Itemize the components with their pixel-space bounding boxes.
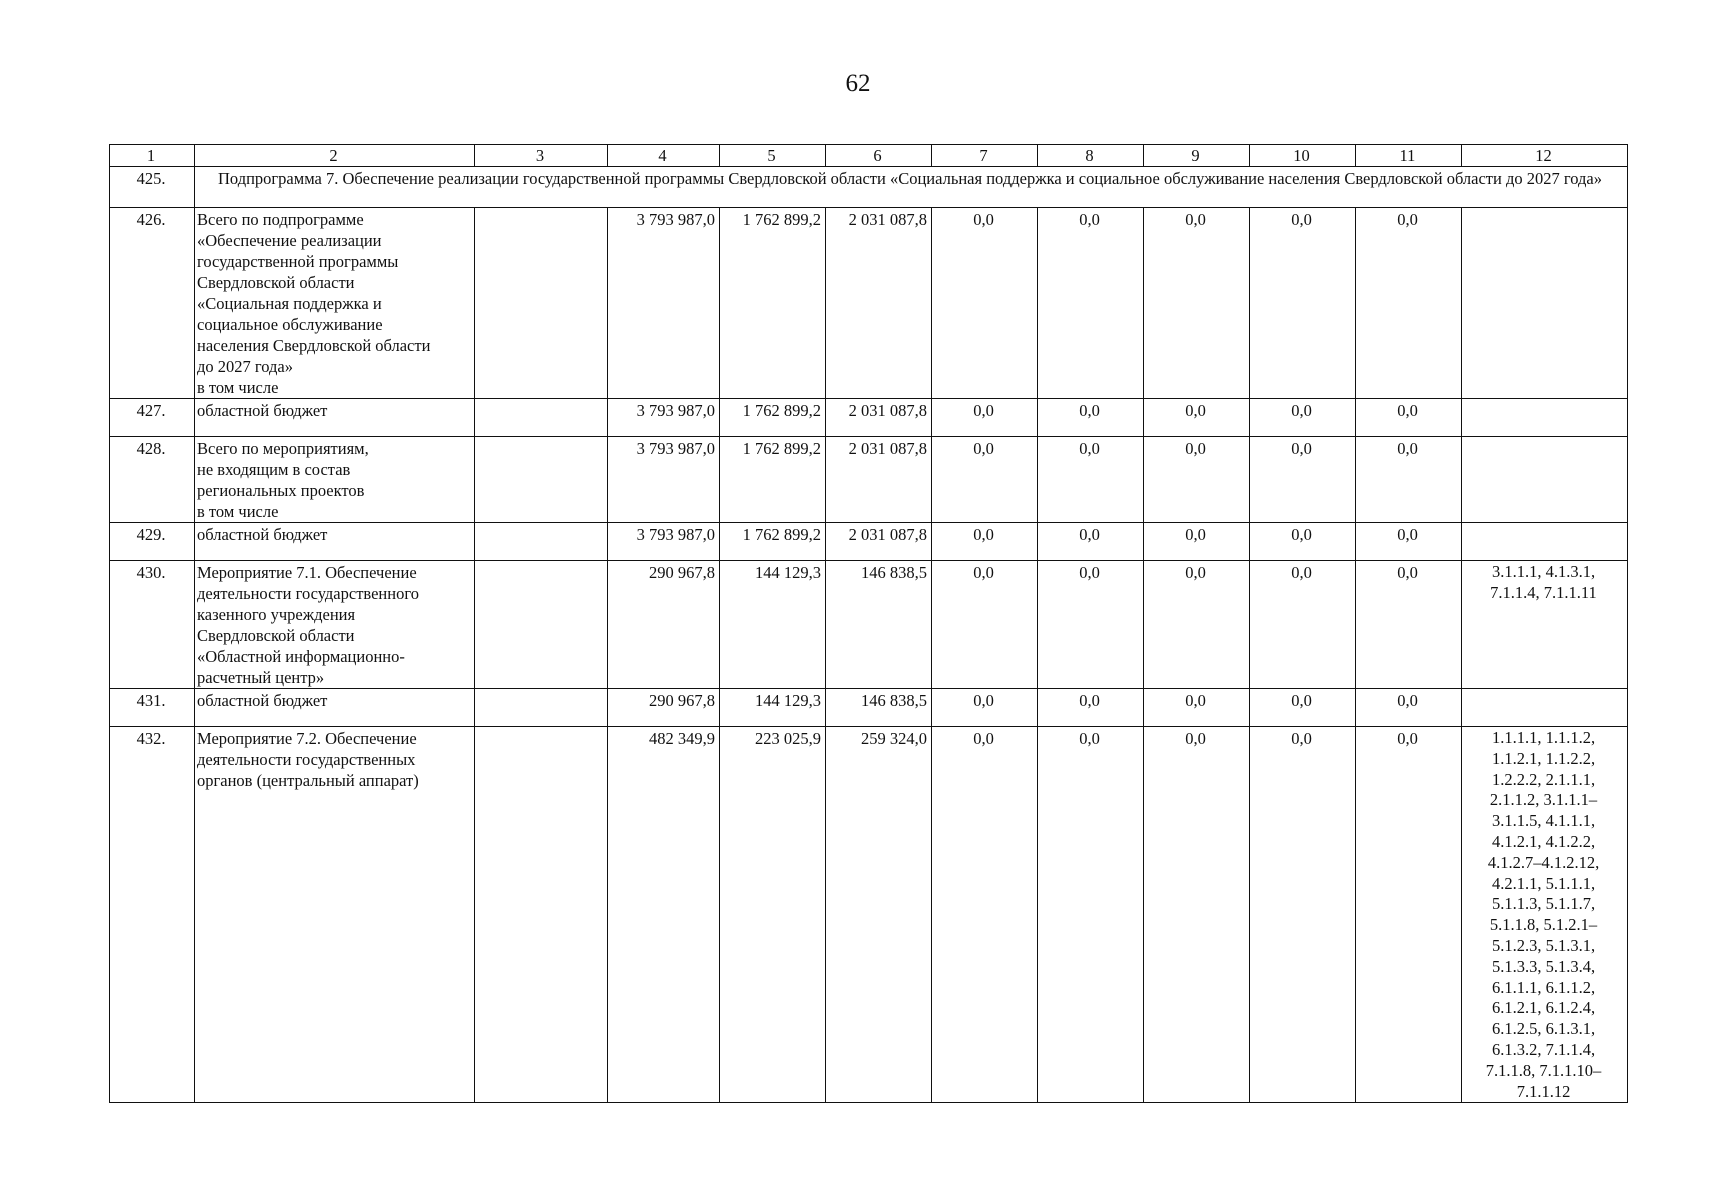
target-indicator-refs: [1462, 727, 1628, 1103]
row-name-line: «Социальная поддержка и: [197, 294, 382, 313]
target-indicator-ref-line: 3.1.1.5, 4.1.1.1,: [1491, 811, 1596, 831]
column-3-cell: [475, 437, 608, 523]
column-7-value: 0,0: [932, 399, 1038, 437]
column-7-value: 0,0: [932, 689, 1038, 727]
column-10-value: 0,0: [1250, 437, 1356, 523]
column-9-value: 0,0: [1144, 523, 1250, 561]
target-indicator-ref-line: 5.1.2.3, 5.1.3.1,: [1491, 935, 1596, 955]
row-name: [195, 399, 475, 437]
column-5-value: 1 762 899,2: [720, 523, 826, 561]
column-6-value: 2 031 087,8: [826, 208, 932, 399]
column-4-total: 3 793 987,0: [608, 399, 720, 437]
column-number: 10: [1250, 145, 1356, 167]
column-7-value: 0,0: [932, 561, 1038, 689]
page-number: 62: [845, 70, 871, 97]
target-indicator-ref-line: 3.1.1.1, 4.1.3.1,: [1491, 562, 1596, 581]
column-9-value: 0,0: [1144, 437, 1250, 523]
table-row-subprogram: [110, 167, 1628, 208]
target-indicator-ref-line: 1.1.2.1, 1.1.2.2,: [1491, 748, 1596, 768]
row-name-line: деятельности государственного: [197, 584, 419, 603]
target-indicator-ref-line: 6.1.2.1, 6.1.2.4,: [1491, 998, 1596, 1018]
row-name-line: до 2027 года»: [197, 357, 293, 376]
row-name: [195, 437, 475, 523]
column-5-value: 144 129,3: [720, 689, 826, 727]
target-indicator-ref-line: 6.1.3.2, 7.1.1.4,: [1491, 1039, 1596, 1059]
row-name-line: областной бюджет: [197, 525, 328, 544]
column-11-value: 0,0: [1356, 437, 1462, 523]
column-8-value: 0,0: [1038, 208, 1144, 399]
target-indicator-ref-line: 7.1.1.4, 7.1.1.11: [1490, 582, 1597, 602]
column-8-value: 0,0: [1038, 399, 1144, 437]
row-name-line: казенного учреждения: [197, 605, 356, 624]
column-6-value: 2 031 087,8: [826, 399, 932, 437]
column-4-total: 290 967,8: [608, 689, 720, 727]
table-body: [110, 145, 1628, 1103]
column-5-value: 223 025,9: [720, 727, 826, 1103]
row-name: [195, 727, 475, 1103]
row-name-line: областной бюджет: [197, 691, 328, 710]
column-7-value: 0,0: [932, 208, 1038, 399]
column-3-cell: [475, 523, 608, 561]
row-name-line: расчетный центр»: [197, 668, 325, 687]
target-indicator-ref-line: 5.1.3.3, 5.1.3.4,: [1491, 956, 1596, 976]
column-8-value: 0,0: [1038, 437, 1144, 523]
row-name-line: Свердловской области: [197, 626, 355, 645]
table-row: [110, 689, 1628, 727]
column-6-value: 146 838,5: [826, 689, 932, 727]
row-name-line: областной бюджет: [197, 401, 328, 420]
row-number: 428.: [110, 437, 195, 523]
target-indicator-ref-line: 5.1.1.3, 5.1.1.7,: [1491, 894, 1596, 914]
row-name: [195, 208, 475, 399]
row-number: 427.: [110, 399, 195, 437]
row-number: 425.: [110, 167, 195, 208]
row-name-line: не входящим в состав: [197, 460, 351, 479]
column-11-value: 0,0: [1356, 399, 1462, 437]
column-5-value: 1 762 899,2: [720, 437, 826, 523]
column-5-value: 1 762 899,2: [720, 399, 826, 437]
column-4-total: 3 793 987,0: [608, 523, 720, 561]
target-indicator-ref-line: 4.1.2.1, 4.1.2.2,: [1491, 831, 1596, 851]
table-row: [110, 208, 1628, 399]
row-name-line: населения Свердловской области: [197, 336, 431, 355]
row-name-line: Свердловской области: [197, 273, 355, 292]
row-number: 429.: [110, 523, 195, 561]
row-name-line: «Областной информационно-: [197, 647, 405, 666]
column-3-cell: [475, 561, 608, 689]
column-9-value: 0,0: [1144, 208, 1250, 399]
column-7-value: 0,0: [932, 523, 1038, 561]
row-name-line: Всего по мероприятиям,: [197, 439, 369, 458]
target-indicator-ref-line: 1.1.1.1, 1.1.1.2,: [1491, 728, 1596, 747]
column-8-value: 0,0: [1038, 561, 1144, 689]
column-7-value: 0,0: [932, 437, 1038, 523]
column-3-cell: [475, 399, 608, 437]
column-number: 8: [1038, 145, 1144, 167]
column-4-total: 482 349,9: [608, 727, 720, 1103]
column-6-value: 2 031 087,8: [826, 437, 932, 523]
column-10-value: 0,0: [1250, 689, 1356, 727]
table-row: [110, 399, 1628, 437]
column-3-cell: [475, 727, 608, 1103]
column-9-value: 0,0: [1144, 561, 1250, 689]
row-name: [195, 689, 475, 727]
column-10-value: 0,0: [1250, 561, 1356, 689]
column-9-value: 0,0: [1144, 689, 1250, 727]
target-indicator-ref-line: 7.1.1.12: [1516, 1081, 1571, 1101]
column-11-value: 0,0: [1356, 689, 1462, 727]
row-name-line: в том числе: [197, 502, 279, 521]
column-number: 5: [720, 145, 826, 167]
subprogram-title: Подпрограмма 7. Обеспечение реализации государственной программы Свердловской области «Социальная поддержка и социальное обслуживание населения Свердловской области до 2027 года»: [195, 167, 1628, 208]
column-10-value: 0,0: [1250, 727, 1356, 1103]
column-number: 12: [1462, 145, 1628, 167]
column-11-value: 0,0: [1356, 523, 1462, 561]
column-4-total: 3 793 987,0: [608, 208, 720, 399]
column-11-value: 0,0: [1356, 208, 1462, 399]
target-indicator-refs: [1462, 208, 1628, 399]
column-number-header-row: [110, 145, 1628, 167]
row-name-line: Мероприятие 7.2. Обеспечение: [197, 729, 417, 748]
column-5-value: 144 129,3: [720, 561, 826, 689]
column-number: 6: [826, 145, 932, 167]
column-number: 7: [932, 145, 1038, 167]
column-4-total: 3 793 987,0: [608, 437, 720, 523]
row-name-line: деятельности государственных: [197, 750, 416, 769]
column-7-value: 0,0: [932, 727, 1038, 1103]
column-10-value: 0,0: [1250, 523, 1356, 561]
column-8-value: 0,0: [1038, 523, 1144, 561]
target-indicator-ref-line: 4.2.1.1, 5.1.1.1,: [1491, 873, 1596, 893]
row-number: 430.: [110, 561, 195, 689]
column-4-total: 290 967,8: [608, 561, 720, 689]
row-number: 432.: [110, 727, 195, 1103]
target-indicator-refs: [1462, 523, 1628, 561]
column-number: 11: [1356, 145, 1462, 167]
row-name: [195, 523, 475, 561]
target-indicator-refs: [1462, 689, 1628, 727]
target-indicator-ref-line: 6.1.1.1, 6.1.1.2,: [1491, 977, 1596, 997]
target-indicator-refs: [1462, 561, 1628, 689]
column-number: 4: [608, 145, 720, 167]
row-number: 426.: [110, 208, 195, 399]
column-8-value: 0,0: [1038, 689, 1144, 727]
table-row: [110, 437, 1628, 523]
column-9-value: 0,0: [1144, 727, 1250, 1103]
target-indicator-ref-line: 2.1.1.2, 3.1.1.1–: [1489, 790, 1598, 810]
row-name-line: «Обеспечение реализации: [197, 231, 382, 250]
column-8-value: 0,0: [1038, 727, 1144, 1103]
column-number: 2: [195, 145, 475, 167]
row-name-line: социальное обслуживание: [197, 315, 383, 334]
column-5-value: 1 762 899,2: [720, 208, 826, 399]
column-10-value: 0,0: [1250, 208, 1356, 399]
row-name-line: органов (центральный аппарат): [197, 771, 419, 790]
column-number: 9: [1144, 145, 1250, 167]
target-indicator-ref-line: 7.1.1.8, 7.1.1.10–: [1485, 1060, 1602, 1080]
target-indicator-refs: [1462, 399, 1628, 437]
column-3-cell: [475, 208, 608, 399]
target-indicator-ref-line: 4.1.2.7–4.1.2.12,: [1487, 852, 1600, 872]
column-6-value: 259 324,0: [826, 727, 932, 1103]
column-10-value: 0,0: [1250, 399, 1356, 437]
row-name-line: региональных проектов: [197, 481, 365, 500]
row-number: 431.: [110, 689, 195, 727]
target-indicator-ref-line: 6.1.2.5, 6.1.3.1,: [1491, 1019, 1596, 1039]
column-number: 1: [110, 145, 195, 167]
table-row: [110, 523, 1628, 561]
row-name-line: государственной программы: [197, 252, 399, 271]
table-row: [110, 727, 1628, 1103]
column-9-value: 0,0: [1144, 399, 1250, 437]
table-row: [110, 561, 1628, 689]
column-3-cell: [475, 689, 608, 727]
row-name-line: Мероприятие 7.1. Обеспечение: [197, 563, 417, 582]
target-indicator-ref-line: 1.2.2.2, 2.1.1.1,: [1491, 769, 1596, 789]
budget-table: [109, 144, 1628, 1103]
column-6-value: 146 838,5: [826, 561, 932, 689]
column-11-value: 0,0: [1356, 727, 1462, 1103]
row-name-line: Всего по подпрограмме: [197, 210, 364, 229]
column-number: 3: [475, 145, 608, 167]
row-name: [195, 561, 475, 689]
row-name-line: в том числе: [197, 378, 279, 397]
column-6-value: 2 031 087,8: [826, 523, 932, 561]
column-11-value: 0,0: [1356, 561, 1462, 689]
target-indicator-refs: [1462, 437, 1628, 523]
target-indicator-ref-line: 5.1.1.8, 5.1.2.1–: [1489, 915, 1598, 935]
